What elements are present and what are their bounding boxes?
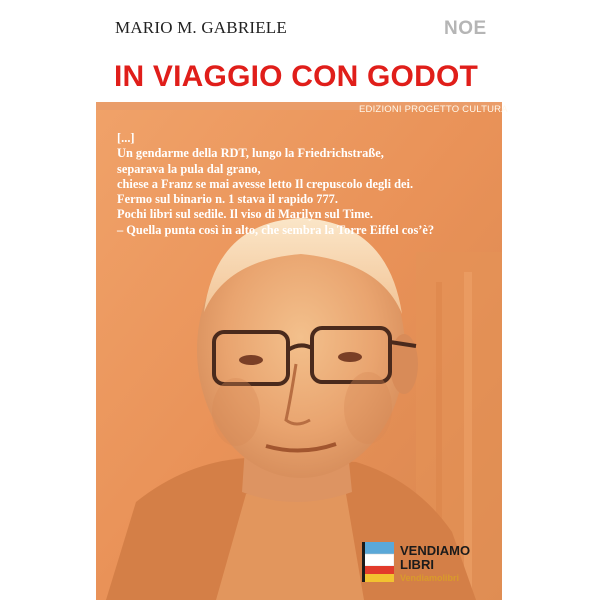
- excerpt-line: separava la pula dal grano,: [117, 161, 261, 176]
- excerpt-line: chiese a Franz se mai avesse letto Il crepuscolo degli dei.: [117, 176, 414, 191]
- cover-excerpt: [117, 131, 497, 238]
- excerpt-line: Pochi libri sul sedile. Il viso di Marilyn sul Time.: [117, 207, 373, 222]
- badge-line-1: VENDIAMO: [400, 543, 471, 558]
- excerpt-line: Un gendarme della RDT, lungo la Friedrichstraße,: [117, 146, 384, 161]
- author-name: MARIO M. GABRIELE: [115, 18, 287, 37]
- excerpt-line: [...]: [117, 131, 135, 145]
- publisher-line: EDIZIONI PROGETTO CULTURA: [359, 104, 508, 115]
- publisher-badge: [362, 540, 472, 588]
- badge-line-2: LIBRI: [400, 557, 434, 572]
- flag-logo-icon: [362, 540, 394, 584]
- badge-subtitle: Vendiamolibri: [400, 573, 460, 583]
- excerpt-line: Fermo sul binario n. 1 stava il rapido 777.: [117, 192, 338, 207]
- badge-brand: [400, 544, 470, 572]
- book-title: IN VIAGGIO CON GODOT: [114, 60, 479, 93]
- excerpt-line: – Quella punta così in alto, che sembra la Torre Eiffel cos’è?: [117, 222, 435, 237]
- series-name: NOE: [444, 18, 487, 39]
